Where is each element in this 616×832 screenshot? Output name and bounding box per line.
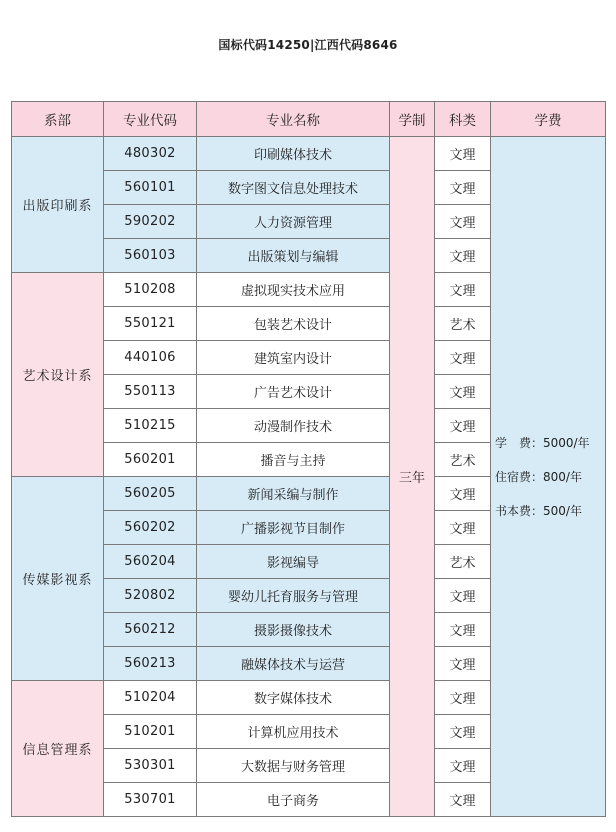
major-code-cell: 480302: [104, 137, 197, 171]
major-name-cell: 印刷媒体技术: [197, 137, 390, 171]
category-cell: 文理: [435, 239, 491, 273]
major-code-cell: 560101: [104, 171, 197, 205]
major-name-cell: 数字媒体技术: [197, 681, 390, 715]
major-name-cell: 大数据与财务管理: [197, 749, 390, 783]
major-code-cell: 510215: [104, 409, 197, 443]
major-code-cell: 440106: [104, 341, 197, 375]
category-cell: 文理: [435, 409, 491, 443]
department-cell: 艺术设计系: [12, 273, 104, 477]
duration-cell: 三年: [390, 137, 435, 817]
category-cell: 文理: [435, 647, 491, 681]
category-cell: 文理: [435, 273, 491, 307]
category-cell: 艺术: [435, 307, 491, 341]
major-code-cell: 560213: [104, 647, 197, 681]
header-tuition: 学费: [491, 102, 606, 137]
major-name-cell: 人力资源管理: [197, 205, 390, 239]
header-major-name: 专业名称: [197, 102, 390, 137]
major-code-cell: 590202: [104, 205, 197, 239]
major-name-cell: 包装艺术设计: [197, 307, 390, 341]
major-code-cell: 520802: [104, 579, 197, 613]
header-category: 科类: [435, 102, 491, 137]
major-code-cell: 560205: [104, 477, 197, 511]
major-code-cell: 510208: [104, 273, 197, 307]
major-code-cell: 530301: [104, 749, 197, 783]
major-name-cell: 播音与主持: [197, 443, 390, 477]
major-name-cell: 数字图文信息处理技术: [197, 171, 390, 205]
department-cell: 传媒影视系: [12, 477, 104, 681]
major-code-cell: 560212: [104, 613, 197, 647]
major-name-cell: 影视编导: [197, 545, 390, 579]
header-major-code: 专业代码: [104, 102, 197, 137]
major-name-cell: 摄影摄像技术: [197, 613, 390, 647]
category-cell: 文理: [435, 477, 491, 511]
major-name-cell: 新闻采编与制作: [197, 477, 390, 511]
category-cell: 文理: [435, 205, 491, 239]
category-cell: 文理: [435, 749, 491, 783]
fee-line: 书本费：500/年: [495, 503, 582, 518]
major-name-cell: 计算机应用技术: [197, 715, 390, 749]
table-header-row: [12, 102, 606, 137]
major-name-cell: 广告艺术设计: [197, 375, 390, 409]
major-name-cell: 融媒体技术与运营: [197, 647, 390, 681]
category-cell: 文理: [435, 137, 491, 171]
major-code-cell: 560201: [104, 443, 197, 477]
fee-line: 住宿费：800/年: [495, 469, 582, 484]
major-code-cell: 560204: [104, 545, 197, 579]
tuition-cell: [491, 137, 606, 817]
category-cell: 文理: [435, 171, 491, 205]
category-cell: 文理: [435, 715, 491, 749]
header-department: 系部: [12, 102, 104, 137]
category-cell: 艺术: [435, 443, 491, 477]
major-name-cell: 虚拟现实技术应用: [197, 273, 390, 307]
header-duration: 学制: [390, 102, 435, 137]
fee-line: 学 费：5000/年: [495, 435, 590, 450]
major-name-cell: 出版策划与编辑: [197, 239, 390, 273]
category-cell: 文理: [435, 375, 491, 409]
category-cell: 文理: [435, 511, 491, 545]
major-name-cell: 广播影视节目制作: [197, 511, 390, 545]
major-code-cell: 510204: [104, 681, 197, 715]
category-cell: 艺术: [435, 545, 491, 579]
category-cell: 文理: [435, 579, 491, 613]
table-row: [12, 137, 606, 171]
department-cell: 出版印刷系: [12, 137, 104, 273]
major-name-cell: 婴幼儿托育服务与管理: [197, 579, 390, 613]
page-title: 国标代码14250|江西代码8646: [218, 38, 398, 52]
major-name-cell: 电子商务: [197, 783, 390, 817]
major-code-cell: 560103: [104, 239, 197, 273]
major-name-cell: 动漫制作技术: [197, 409, 390, 443]
major-code-cell: 510201: [104, 715, 197, 749]
majors-table: [11, 101, 606, 817]
category-cell: 文理: [435, 783, 491, 817]
major-name-cell: 建筑室内设计: [197, 341, 390, 375]
major-code-cell: 550113: [104, 375, 197, 409]
department-cell: 信息管理系: [12, 681, 104, 817]
major-code-cell: 530701: [104, 783, 197, 817]
major-code-cell: 560202: [104, 511, 197, 545]
category-cell: 文理: [435, 681, 491, 715]
major-code-cell: 550121: [104, 307, 197, 341]
category-cell: 文理: [435, 341, 491, 375]
category-cell: 文理: [435, 613, 491, 647]
